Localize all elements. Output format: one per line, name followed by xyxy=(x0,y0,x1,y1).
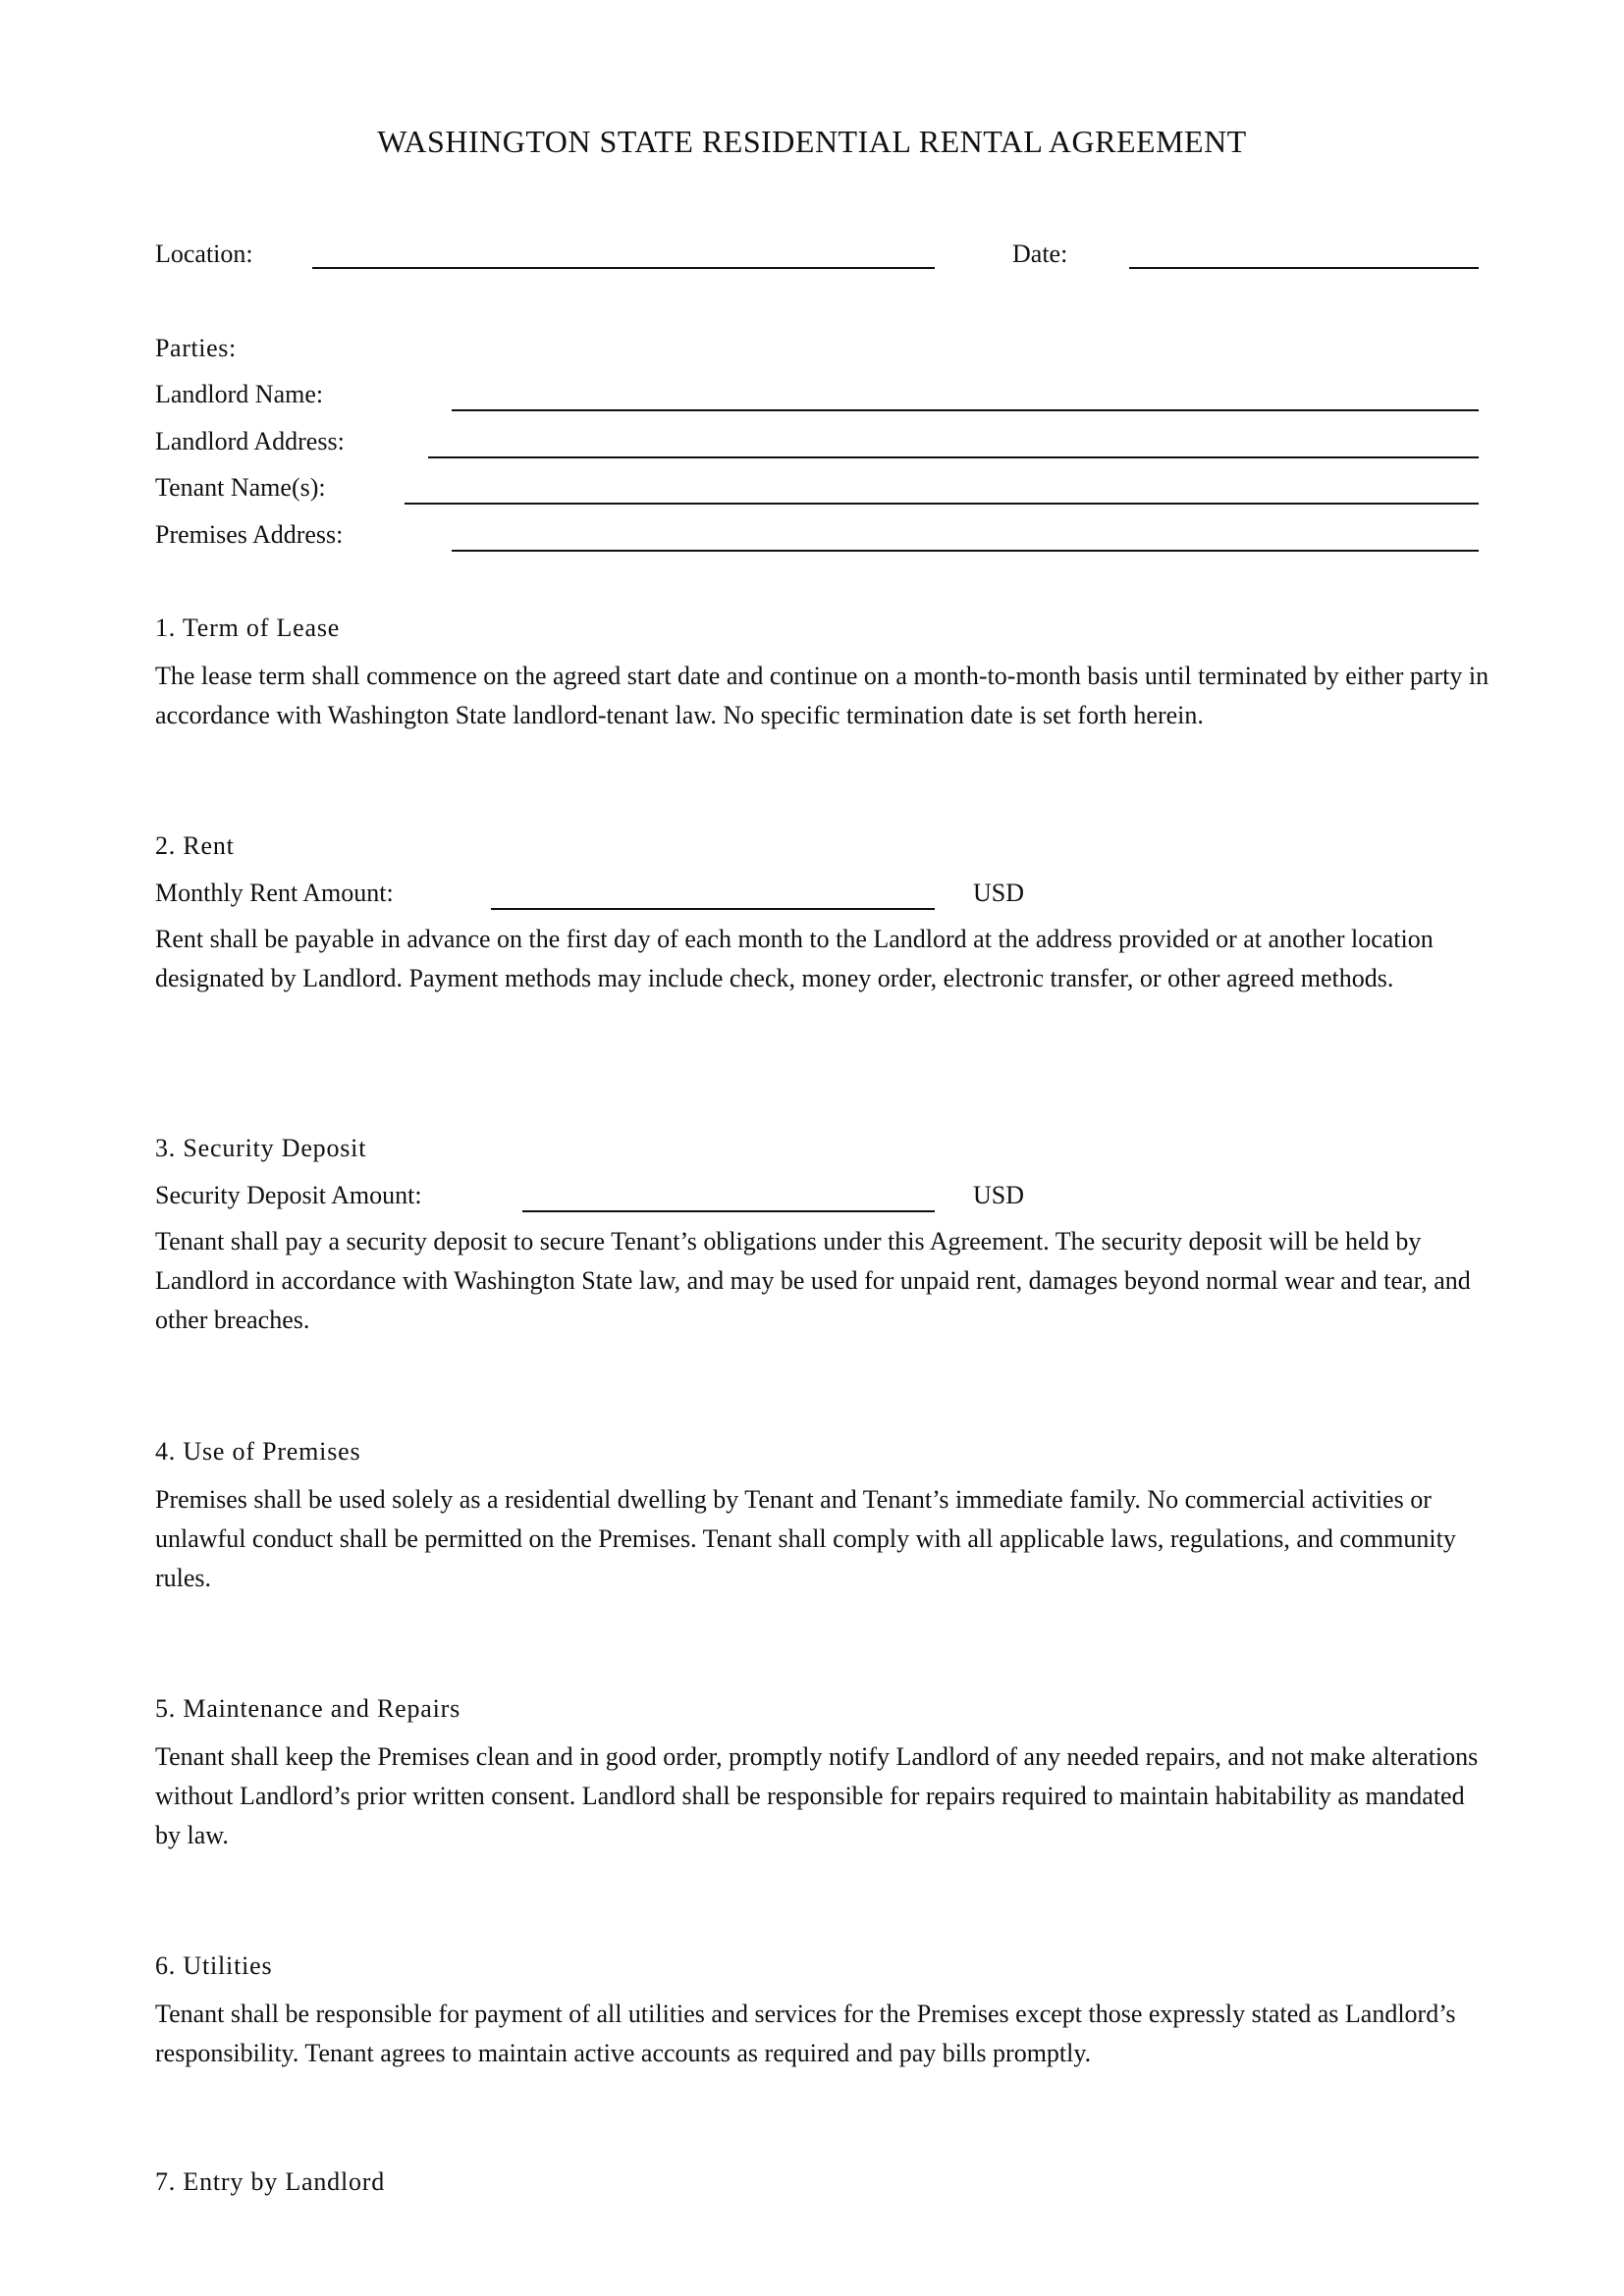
premises-address-label: Premises Address: xyxy=(155,520,344,549)
landlord-name-field[interactable] xyxy=(452,409,1479,411)
date-field[interactable] xyxy=(1129,267,1479,269)
monthly-rent-label: Monthly Rent Amount: xyxy=(155,879,394,907)
landlord-address-label: Landlord Address: xyxy=(155,427,345,455)
location-field[interactable] xyxy=(312,267,935,269)
section-body-maintenance-and-repairs: Tenant shall keep the Premises clean and in good order, promptly notify Landlord of any needed repairs, and not make alterations without Landlord’s prior written consent. Landlord shall be responsible for repairs required to maintain habitability as mandated by law. xyxy=(155,1742,1479,1849)
premises-address-field[interactable] xyxy=(452,550,1479,552)
section-heading-rent: 2. Rent xyxy=(155,831,235,860)
section-heading-maintenance-and-repairs: 5. Maintenance and Repairs xyxy=(155,1694,461,1723)
section-body-rent: Rent shall be payable in advance on the first day of each month to the Landlord at the address provided or at another location designated by Landlord. Payment methods may include check, money order, electronic transfer, or other agreed methods. xyxy=(155,925,1434,992)
date-label: Date: xyxy=(1012,240,1068,268)
security-deposit-label: Security Deposit Amount: xyxy=(155,1181,422,1209)
section-body-term-of-lease: The lease term shall commence on the agreed start date and continue on a month-to-month basis until terminated by either party in accordance with Washington State landlord-tenant law. No specific termination date is set forth herein. xyxy=(155,662,1489,729)
section-body-security-deposit: Tenant shall pay a security deposit to secure Tenant’s obligations under this Agreement. The security deposit will be held by Landlord in accordance with Washington State law, and may be used for unpaid rent, damages beyond normal wear and tear, and other breaches. xyxy=(155,1227,1471,1334)
section-heading-security-deposit: 3. Security Deposit xyxy=(155,1134,367,1162)
parties-heading: Parties: xyxy=(155,334,237,362)
document-title: WASHINGTON STATE RESIDENTIAL RENTAL AGREEMENT xyxy=(377,124,1247,159)
security-deposit-field[interactable] xyxy=(522,1210,935,1212)
section-heading-term-of-lease: 1. Term of Lease xyxy=(155,614,341,642)
section-body-use-of-premises: Premises shall be used solely as a residential dwelling by Tenant and Tenant’s immediate family. No commercial activities or unlawful conduct shall be permitted on the Premises. Tenant shall comply with all applicable laws, regulations, and community rules. xyxy=(155,1485,1456,1592)
section-heading-utilities: 6. Utilities xyxy=(155,1951,273,1980)
section-body-utilities: Tenant shall be responsible for payment of all utilities and services for the Premises except those expressly stated as Landlord’s responsibility. Tenant agrees to maintain active accounts as required and pay bills promptly. xyxy=(155,2000,1456,2067)
tenant-names-field[interactable] xyxy=(405,503,1479,505)
landlord-name-label: Landlord Name: xyxy=(155,380,324,408)
rent-currency: USD xyxy=(973,879,1025,907)
deposit-currency: USD xyxy=(973,1181,1025,1209)
monthly-rent-field[interactable] xyxy=(491,908,935,910)
landlord-address-field[interactable] xyxy=(428,456,1479,458)
section-heading-entry-by-landlord: 7. Entry by Landlord xyxy=(155,2167,386,2196)
section-heading-use-of-premises: 4. Use of Premises xyxy=(155,1437,361,1466)
location-label: Location: xyxy=(155,240,253,268)
tenant-names-label: Tenant Name(s): xyxy=(155,473,326,502)
